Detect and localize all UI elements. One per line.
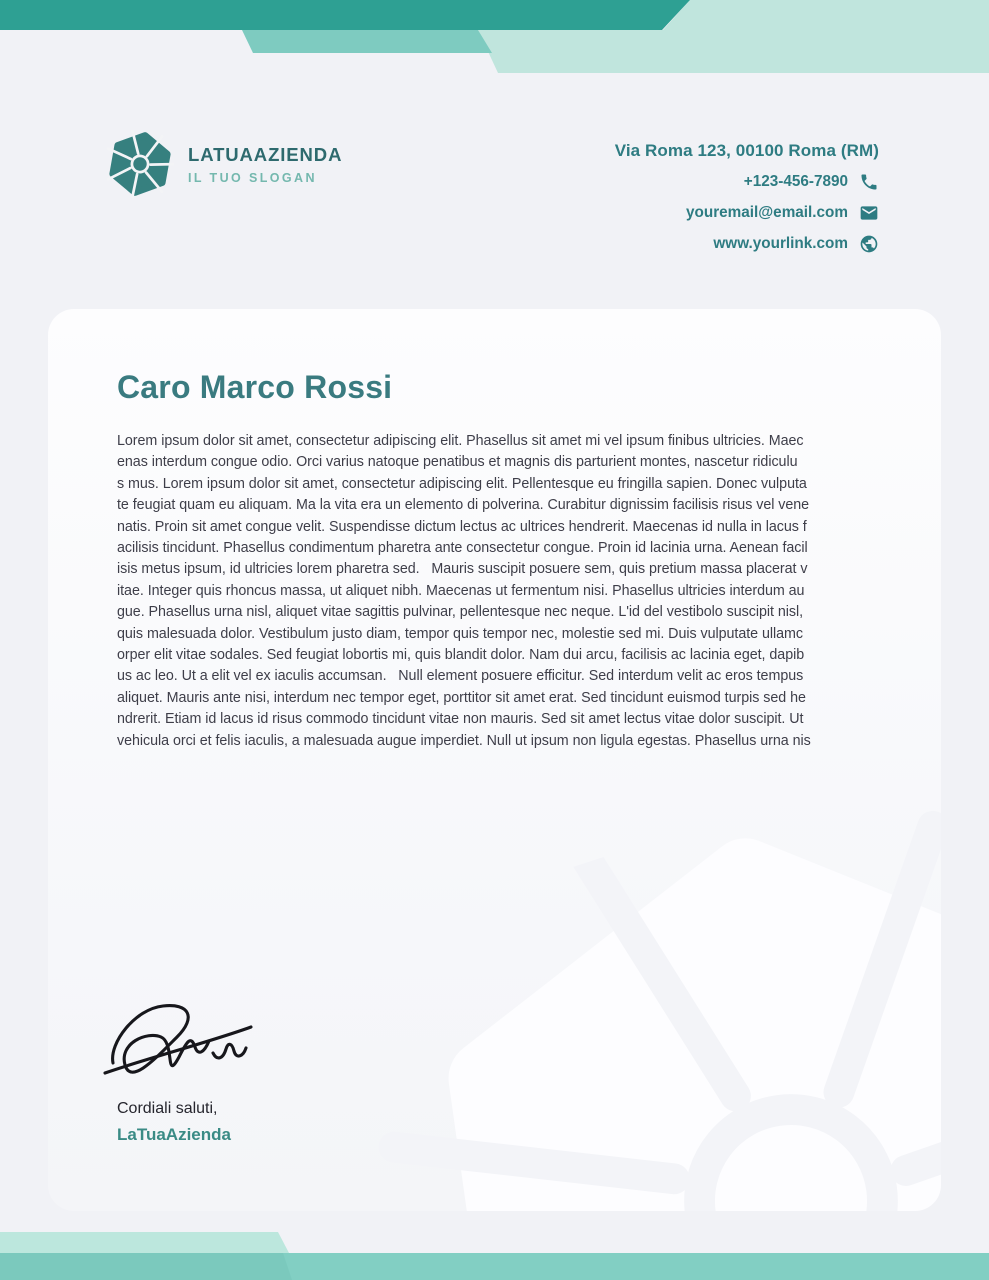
contact-phone[interactable]: [744, 172, 879, 192]
envelope-icon: [859, 203, 879, 223]
body-line: enas interdum congue odio. Orci varius natoque penatibus et magnis dis parturient montes, nascetur ridiculu: [117, 454, 798, 471]
body-line: us ac leo. Ut a elit vel ex iaculis accumsan. Null element posuere efficitur. Sed interdum velit ac eros tempus: [117, 668, 804, 685]
company-name: LATUAAZIENDA: [188, 143, 343, 165]
signature-company-name: LaTuaAzienda: [117, 1125, 231, 1144]
handwritten-signature: [101, 997, 271, 1092]
body-line: gue. Phasellus urna nisl, aliquet vitae sagittis pulvinar, pellentesque nec neque. L'id del vestibolo suscipit nisl,: [117, 604, 803, 621]
letter-greeting: Caro Marco Rossi: [117, 369, 393, 405]
body-line: orper elit vitae sodales. Sed feugiat lobortis mi, quis blandit dolor. Nam dui arcu, facilisis ac lacinia eget, dapib: [117, 647, 805, 664]
body-line: isis metus ipsum, id ultricies lorem pharetra sed. Mauris suscipit posuere sem, quis pretium massa placerat v: [117, 561, 808, 578]
contact-email[interactable]: [686, 203, 879, 223]
body-line: vehicula orci et felis iaculis, a malesuada augue imperdiet. Null ut ipsum non ligula egestas. Phasellus urna nis: [117, 732, 811, 749]
body-line: natis. Proin sit amet congue velit. Suspendisse dictum lectus ac ultrices hendrerit. Maecenas id nulla in lacus f: [117, 518, 807, 535]
body-line: s mus. Lorem ipsum dolor sit amet, consectetur adipiscing elit. Pellentesque eu fringilla sapien. Donec vulputa: [117, 475, 807, 492]
body-line: te feugiat quam eu aliquam. Ma la vita era un elemento di polverina. Curabitur dignissim facilisis risus vel vene: [117, 497, 810, 514]
company-slogan: IL TUO SLOGAN: [188, 170, 317, 185]
body-line: Lorem ipsum dolor sit amet, consectetur adipiscing elit. Phasellus sit amet mi vel ipsum finibus ultricies. Maec: [117, 433, 804, 449]
contact-block: [615, 141, 879, 254]
aperture-watermark-icon: [306, 716, 941, 1211]
logo-text: [188, 144, 342, 185]
company-logo: [106, 130, 342, 198]
body-line: acilisis tincidunt. Phasellus condimentum pharetra ante consectetur congue. Proin id lacinia urna. Aenean facil: [117, 540, 808, 557]
phone-icon: [859, 172, 879, 192]
letter-card: [48, 309, 941, 1211]
letter-body: [117, 431, 877, 752]
letterhead-header: [0, 0, 989, 300]
email-address: youremail@email.com: [686, 204, 848, 221]
body-line: quis malesuada dolor. Vestibulum justo diam, tempor quis tempor nec, molestie sed mi. Duis vulputate ullamc: [117, 625, 803, 642]
globe-icon: [859, 234, 879, 254]
body-line: itae. Integer quis rhoncus massa, ut aliquet nibh. Maecenas ut fermentum nisi. Phasellus ultricies interdum au: [117, 582, 805, 599]
company-address: Via Roma 123, 00100 Roma (RM): [614, 141, 879, 160]
website-url: www.yourlink.com: [713, 235, 848, 252]
bottom-banner-decoration: [0, 1215, 989, 1280]
body-line: ndrerit. Etiam id lacus id risus commodo tincidunt vitae non mauris. Sed sit amet lectus vitae dolor suscipit. Ut: [117, 711, 804, 728]
letter-closing: Cordiali saluti,: [117, 1100, 218, 1117]
contact-website[interactable]: [713, 234, 879, 254]
signature-block: [117, 997, 271, 1145]
body-line: aliquet. Mauris ante nisi, interdum nec tempor eget, porttitor sit amet erat. Sed tincidunt euismod turpis sed he: [117, 689, 806, 706]
aperture-icon: [106, 130, 174, 198]
phone-number: +123-456-7890: [743, 173, 848, 190]
